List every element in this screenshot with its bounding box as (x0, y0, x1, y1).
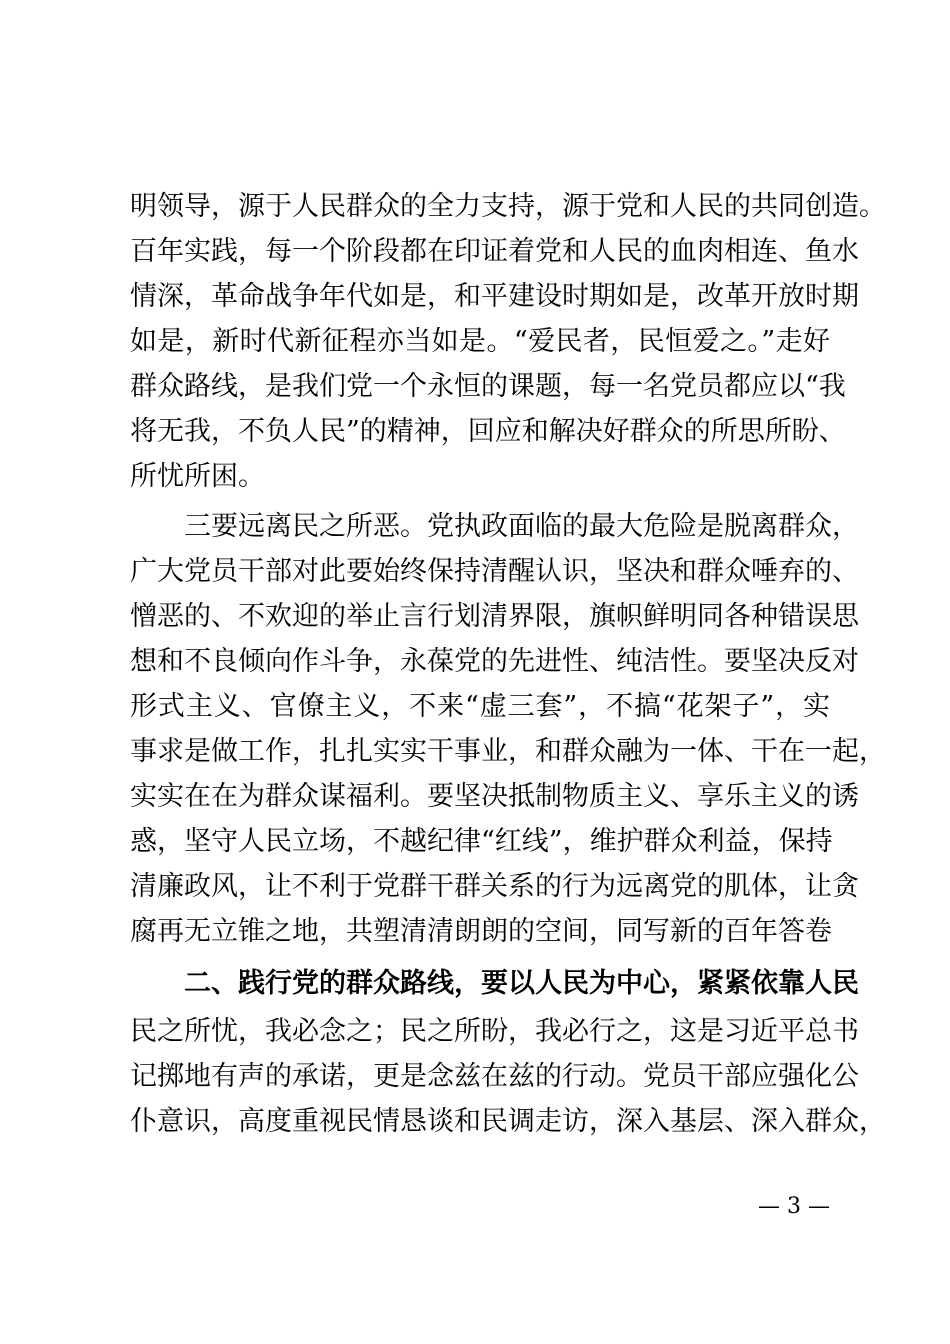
body-text-line: 记掷地有声的承诺，更是念兹在兹的行动。党员干部应强化公 (130, 1061, 859, 1092)
section-heading: 二、践行党的群众路线，要以人民为中心，紧紧依靠人民 (184, 968, 859, 999)
body-text-line: 百年实践，每一个阶段都在印证着党和人民的血肉相连、鱼水 (130, 236, 859, 267)
body-text-line: 腐再无立锥之地，共塑清清朗朗的空间，同写新的百年答卷 (130, 916, 832, 947)
body-text-line: 如是，新时代新征程亦当如是。“爱民者，民恒爱之。”走好 (130, 326, 830, 357)
body-text-line: 憎恶的、不欢迎的举止言行划清界限，旗帜鲜明同各种错误思 (130, 601, 859, 632)
body-text-line: 实实在在为群众谋福利。要坚决抵制物质主义、享乐主义的诱 (130, 781, 859, 812)
body-text-line: 事求是做工作，扎扎实实干事业，和群众融为一体、干在一起， (130, 736, 886, 767)
body-text-line: 惑，坚守人民立场，不越纪律“红线”，维护群众利益，保持 (130, 826, 833, 857)
body-text-line: 三要远离民之所恶。党执政面临的最大危险是脱离群众， (184, 511, 859, 542)
body-text-line: 群众路线，是我们党一个永恒的课题，每一名党员都应以“我 (130, 371, 846, 402)
body-text-line: 仆意识，高度重视民情恳谈和民调走访，深入基层、深入群众， (130, 1106, 886, 1137)
page-number: — 3 — (758, 1194, 830, 1219)
body-text-line: 广大党员干部对此要始终保持清醒认识，坚决和群众唾弃的、 (130, 556, 859, 587)
body-text-line: 将无我，不负人民”的精神，回应和解决好群众的所思所盼、 (130, 416, 846, 447)
body-text-line: 所忧所困。 (130, 461, 265, 492)
body-text-line: 形式主义、官僚主义，不来“虚三套”，不搞“花架子”，实 (130, 691, 830, 722)
body-text-line: 民之所忧，我必念之；民之所盼，我必行之，这是习近平总书 (130, 1016, 859, 1047)
body-text-line: 明领导，源于人民群众的全力支持，源于党和人民的共同创造。 (130, 191, 886, 222)
body-text-line: 情深，革命战争年代如是，和平建设时期如是，改革开放时期 (130, 281, 859, 312)
body-text-line: 想和不良倾向作斗争，永葆党的先进性、纯洁性。要坚决反对 (130, 646, 859, 677)
body-text-line: 清廉政风，让不利于党群干群关系的行为远离党的肌体，让贪 (130, 871, 859, 902)
